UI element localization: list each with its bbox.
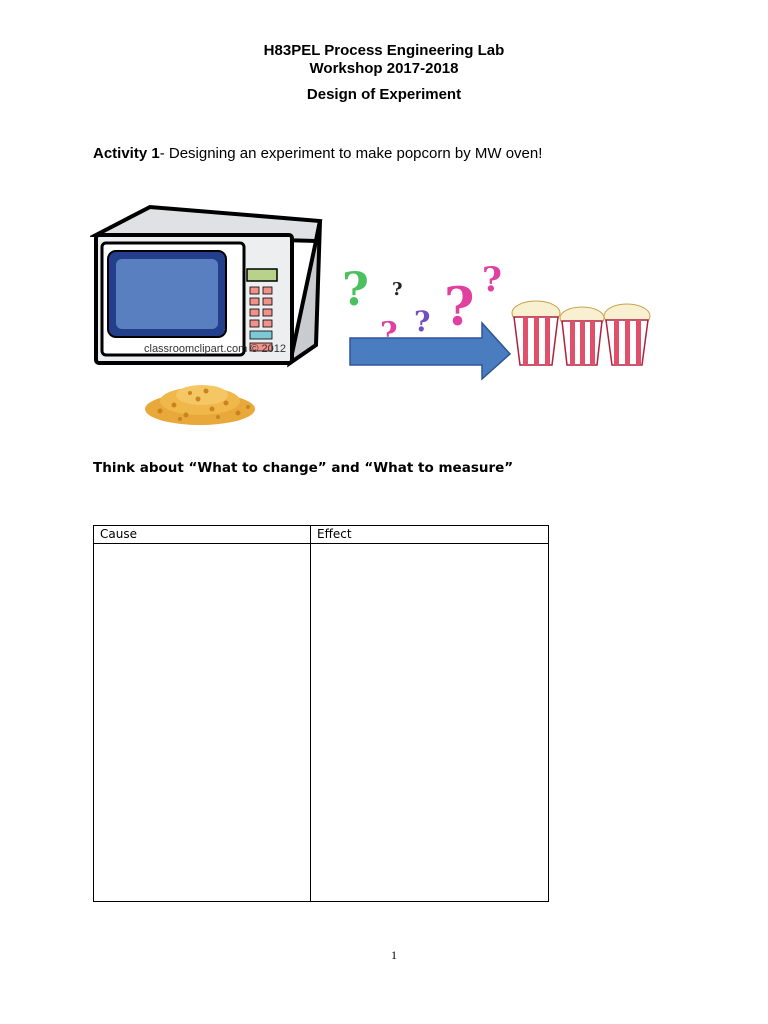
cause-cell[interactable]	[94, 544, 311, 902]
svg-text:?: ?	[414, 305, 431, 338]
course-title: H83PEL Process Engineering Lab	[263, 42, 505, 59]
section-title: Design of Experiment	[306, 86, 462, 103]
table-row	[94, 544, 549, 902]
page-number: 1	[391, 948, 397, 962]
popcorn-buckets-icon	[512, 301, 650, 365]
svg-text:?: ?	[380, 316, 398, 351]
activity-text: - Designing an experiment to make popcorn by MW oven!	[159, 145, 543, 162]
activity-label: Activity 1	[93, 145, 160, 162]
cause-effect-table	[93, 525, 549, 902]
image-credit: classroomclipart.com © 2012	[144, 343, 286, 355]
workshop-title: Workshop 2017-2018	[309, 60, 459, 77]
microwave-icon	[96, 207, 320, 363]
cause-column-header: Cause	[94, 526, 311, 544]
activity-heading	[93, 145, 542, 163]
table-header-row	[94, 526, 549, 544]
effect-column-header: Effect	[311, 526, 549, 544]
svg-text:?: ?	[392, 279, 403, 300]
svg-text:?: ?	[342, 262, 369, 316]
svg-text:?: ?	[444, 277, 475, 338]
experiment-illustration	[90, 195, 660, 455]
effect-cell[interactable]	[311, 544, 549, 902]
instruction-prompt: Think about “What to change” and “What to measure”	[93, 460, 514, 476]
experiment-figure	[90, 195, 660, 455]
svg-text:?: ?	[482, 260, 502, 300]
popcorn-kernels-icon	[145, 385, 255, 425]
